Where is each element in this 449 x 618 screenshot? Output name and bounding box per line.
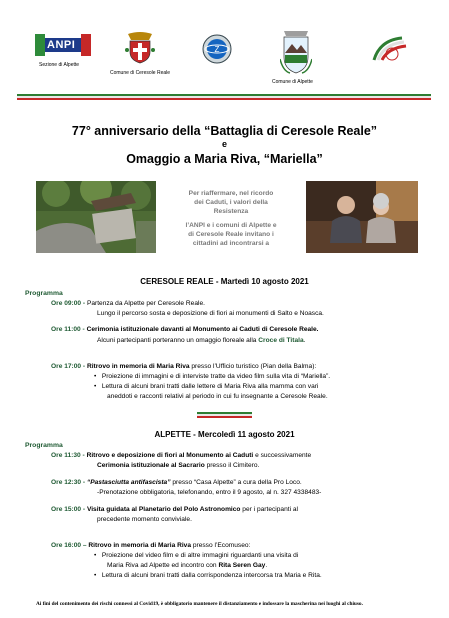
day1-event-2-line2 <box>97 337 305 346</box>
title-line-2: Omaggio a Maria Riva, “Mariella” <box>126 152 323 166</box>
women-photo <box>306 181 418 253</box>
day2-event-1 <box>51 452 311 461</box>
intro-line-1: Per riaffermare, nel ricordo <box>188 190 274 197</box>
day1-e1-text: Partenza da Alpette per Ceresole Reale. <box>86 300 205 307</box>
day2-e1-text-b: e successivamente <box>253 452 312 459</box>
day2-e4-text-a: Ritrovo in memoria di Maria Riva <box>88 542 192 549</box>
ceresole-coat-of-arms <box>125 32 155 69</box>
title-and: e <box>221 139 227 149</box>
day1-heading: CERESOLE REALE - Martedì 10 agosto 2021 <box>140 277 309 286</box>
bullet-icon: • <box>94 572 102 579</box>
astronomical-logo <box>202 34 232 69</box>
day1-event-2 <box>51 326 319 335</box>
anpi-caption: Sezione di Alpette <box>39 62 80 68</box>
intro-line-2: dei Caduti, i valori della <box>194 199 268 206</box>
day1-e2-time: Ore 11:00 - <box>51 326 85 333</box>
anpi-logo-text: ANPI <box>47 39 76 51</box>
alpette-caption: Comune di Alpette <box>272 79 313 85</box>
day1-e2-l2a: Alcuni partecipanti porteranno un omaggio floreale alla <box>97 337 259 344</box>
day1-event-1-line2: Lungo il percorso sosta e deposizione di fiori ai monumenti di Salto e Noasca. <box>97 310 324 317</box>
day2-e4-bullet-2 <box>94 572 322 581</box>
day2-event-1-line2 <box>97 462 259 471</box>
day2-e4-bullet-1 <box>94 552 298 561</box>
day1-e3-bullet-2 <box>94 383 318 392</box>
bullet-icon: • <box>94 383 102 390</box>
day2-e2-time: Ore 12:30 - <box>51 479 86 486</box>
intro-line-6: cittadini ad incontrarsi a <box>192 240 270 247</box>
day2-programma: Programma <box>25 442 63 449</box>
tricolor-swoosh-logo <box>372 34 412 69</box>
bullet-icon: • <box>94 552 102 559</box>
day2-e3-text-b: per i partecipanti al <box>240 506 299 513</box>
ceresole-caption: Comune di Ceresole Reale <box>110 70 171 76</box>
day2-e1-l2a: Cerimonia istituzionale al Sacrario <box>97 462 205 469</box>
day1-programma: Programma <box>25 290 63 297</box>
day1-e3-time: Ore 17:00 - <box>51 363 86 370</box>
day2-e1-l2b: presso il Cimitero. <box>204 462 260 469</box>
title-line-1: 77° anniversario della “Battaglia di Ceresole Reale” <box>71 124 378 138</box>
day2-e1-time: Ore 11:30 - <box>51 452 85 459</box>
day1-e3-bullet-2-line2: aneddoti e racconti relativi al periodo in cui fu insegnante a Ceresole Reale. <box>107 393 328 400</box>
day2-event-3-line2: precedente momento conviviale. <box>97 516 192 523</box>
day2-e4-text-b: presso l’Ecomuseo: <box>191 542 251 549</box>
svg-text:Z: Z <box>214 45 220 54</box>
middle-tricolor <box>197 412 252 418</box>
day2-e4-b1-l2c: . <box>265 562 268 569</box>
alpette-coat-of-arms <box>280 29 312 80</box>
day1-e3-b2-text: Lettura di alcuni brani tratti dalle lettere di Maria Riva alla mamma con vari <box>101 383 319 390</box>
bullet-icon: • <box>94 373 102 380</box>
day1-e3-b1-text: Proiezione di immagini e di interviste tratte da video film sulla vita di “Mariella”. <box>101 373 331 380</box>
monument-photo <box>36 181 156 253</box>
header-band-red <box>17 98 431 100</box>
intro-line-4: l’ANPI e i comuni di Alpette e <box>185 222 277 229</box>
day2-e3-time: Ore 15:00 - <box>51 506 86 513</box>
day1-e3-text-b: presso l’Ufficio turistico (Pian della Balma): <box>189 363 317 370</box>
day2-event-2 <box>51 479 302 488</box>
day2-e1-text: Ritrovo e deposizione di fiori al Monumento ai Caduti <box>86 452 254 459</box>
day2-e4-b1-l2a: Maria Riva ad Alpette ed incontro con <box>107 562 219 569</box>
day1-e2-l2b: Croce di Titala <box>258 337 304 344</box>
anpi-logo <box>35 34 91 56</box>
day1-e2-text: Cerimonia istituzionale davanti al Monumento ai Caduti di Ceresole Reale. <box>86 326 319 333</box>
intro-block <box>160 189 302 248</box>
intro-line-3: Resistenza <box>213 208 249 215</box>
day2-e3-text-a: Visita guidata al Planetario del Polo Astronomico <box>86 506 241 513</box>
day2-e4-b2-text: Lettura di alcuni brani tratti dalla corrispondenza intercorsa tra Maria e Rita. <box>101 572 322 579</box>
day2-e2-text-a: “Pastasciutta antifascista” <box>86 479 171 486</box>
intro-line-5: di Ceresole Reale invitano i <box>188 231 274 238</box>
day1-e2-l2c: . <box>303 337 306 344</box>
day1-e3-bullet-1 <box>94 373 330 382</box>
day2-e4-b1-l2b: Rita Seren Gay <box>218 562 266 569</box>
day1-e1-time: Ore 09:00 - <box>51 300 86 307</box>
day1-event-3 <box>51 363 316 372</box>
day2-e4-time: Ore 16:00 – <box>51 542 87 549</box>
day2-e4-bullet-1-line2 <box>107 562 267 571</box>
day2-heading: ALPETTE - Mercoledì 11 agosto 2021 <box>154 430 295 439</box>
day1-e3-text-a: Ritrovo in memoria di Maria Riva <box>86 363 190 370</box>
day1-event-1 <box>51 300 205 309</box>
covid-footer: Ai fini del contenimento dei rischi connessi al Covid19, è obbligatorio mantenere il distanziamento e indossare la mascherina nei luoghi al chiuso. <box>36 601 363 607</box>
day2-event-2-line2: -Prenotazione obbligatoria, telefonando, entro il 9 agosto, al n. 327 4338483- <box>97 489 322 496</box>
day2-e4-b1-text: Proiezione del video film e di altre immagini riguardanti una visita di <box>101 552 299 559</box>
day2-event-4 <box>51 542 250 551</box>
day2-event-3 <box>51 506 298 515</box>
day2-e2-text-b: presso “Casa Alpette” a cura della Pro Loco. <box>170 479 302 486</box>
